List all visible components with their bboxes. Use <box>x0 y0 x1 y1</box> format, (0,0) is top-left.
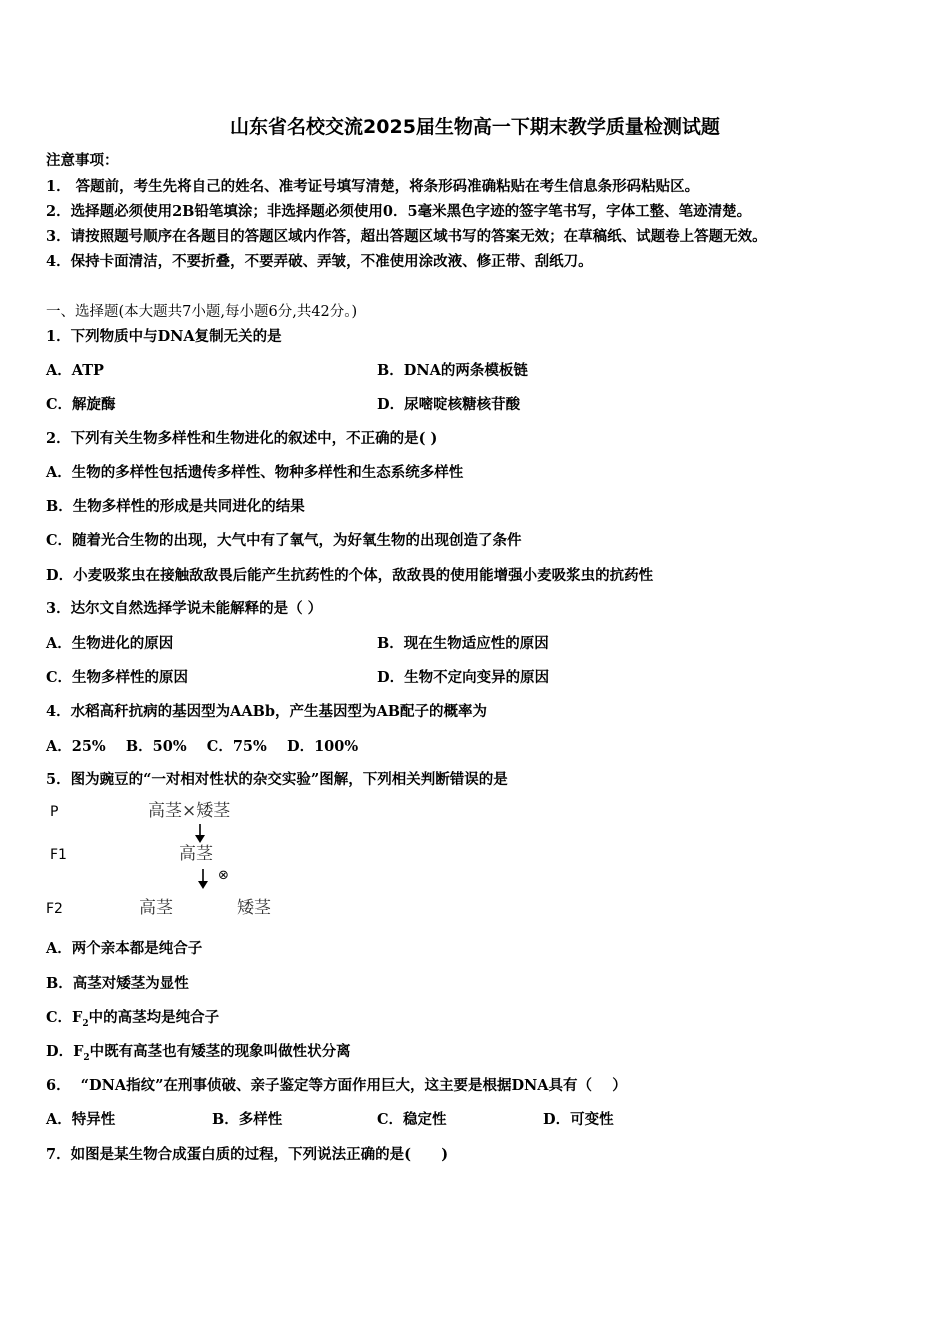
diagram-arrowhead-2 <box>198 881 208 889</box>
q6-option-c: C．稳定性 <box>377 1111 447 1128</box>
diagram-arrowhead-1 <box>195 835 205 843</box>
q3-option-b: B．现在生物适应性的原因 <box>377 635 549 652</box>
notice-item-3: 3．请按照题号顺序在各题目的答题区域内作答，超出答题区域书写的答案无效；在草稿纸、试题卷上答题无效。 <box>46 228 767 245</box>
q5-option-a: A．两个亲本都是纯合子 <box>46 940 203 957</box>
q1-option-b: B．DNA的两条模板链 <box>377 362 528 379</box>
notice-item-2: 2．选择题必须使用2B铅笔填涂；非选择题必须使用0．5毫米黑色字迹的签字笔书写，字体工整、笔迹清楚。 <box>46 203 752 220</box>
q2-option-d: D．小麦吸浆虫在接触敌敌畏后能产生抗药性的个体，敌敌畏的使用能增强小麦吸浆虫的抗药性 <box>46 567 654 584</box>
q4-options: A．25% B．50% C．75% D．100% <box>46 738 359 755</box>
q3-option-d: D．生物不定向变异的原因 <box>377 669 550 686</box>
notice-item-4: 4．保持卡面清洁，不要折叠，不要弄破、弄皱，不准使用涂改液、修正带、刮纸刀。 <box>46 253 593 270</box>
q6-option-d: D．可变性 <box>543 1111 614 1128</box>
section-heading: 一、选择题(本大题共7小题,每小题6分,共42分。) <box>46 304 358 320</box>
q6-option-b: B．多样性 <box>212 1111 283 1128</box>
q7-stem: 7．如图是某生物合成蛋白质的过程，下列说法正确的是( ) <box>46 1146 449 1163</box>
q5-option-b: B．高茎对矮茎为显性 <box>46 975 189 992</box>
q1-option-a: A．ATP <box>46 362 104 379</box>
q5-option-d: D．$F_2$中既有高茎也有矮茎的现象叫做性状分离 <box>46 1043 351 1063</box>
diagram-cross: 高茎×矮茎 <box>148 801 231 821</box>
q3-option-c: C．生物多样性的原因 <box>46 669 189 686</box>
q2-option-a: A．生物的多样性包括遗传多样性、物种多样性和生态系统多样性 <box>46 464 464 481</box>
diagram-f2-short: 矮茎 <box>237 898 271 918</box>
selfing-icon: ⊗ <box>218 868 229 883</box>
diagram-label-f1: F1 <box>50 847 67 863</box>
q4-stem: 4．水稻高秆抗病的基因型为AABb，产生基因型为AB配子的概率为 <box>46 703 487 720</box>
q6-option-a: A．特异性 <box>46 1111 116 1128</box>
diagram-label-f2: F2 <box>46 901 63 917</box>
q5-cross-diagram <box>40 795 300 925</box>
q3-option-a: A．生物进化的原因 <box>46 635 174 652</box>
q5-stem: 5．图为豌豆的“一对相对性状的杂交实验”图解，下列相关判断错误的是 <box>46 771 508 788</box>
page-title: 山东省名校交流2025届生物高一下期末教学质量检测试题 <box>230 116 720 138</box>
q3-stem: 3．达尔文自然选择学说未能解释的是（ ） <box>46 600 323 617</box>
q1-option-d: D．尿嘧啶核糖核苷酸 <box>377 396 521 413</box>
diagram-label-p: P <box>50 804 59 820</box>
q1-stem: 1．下列物质中与DNA复制无关的是 <box>46 328 282 345</box>
q5-option-c: C．$F_2$中的高茎均是纯合子 <box>46 1009 220 1029</box>
q2-option-c: C．随着光合生物的出现，大气中有了氧气，为好氧生物的出现创造了条件 <box>46 532 522 549</box>
q2-stem: 2．下列有关生物多样性和生物进化的叙述中，不正确的是( ) <box>46 430 438 447</box>
diagram-f1-plant: 高茎 <box>179 844 213 864</box>
q6-stem: 6． “DNA指纹”在刑事侦破、亲子鉴定等方面作用巨大，这主要是根据DNA具有（ ） <box>46 1077 627 1094</box>
q1-option-c: C．解旋酶 <box>46 396 116 413</box>
notice-heading: 注意事项： <box>46 152 119 169</box>
diagram-f2-tall: 高茎 <box>139 898 173 918</box>
q2-option-b: B．生物多样性的形成是共同进化的结果 <box>46 498 305 515</box>
notice-item-1: 1． 答题前，考生先将自己的姓名、准考证号填写清楚，将条形码准确粘贴在考生信息条形码粘贴区。 <box>46 178 700 195</box>
